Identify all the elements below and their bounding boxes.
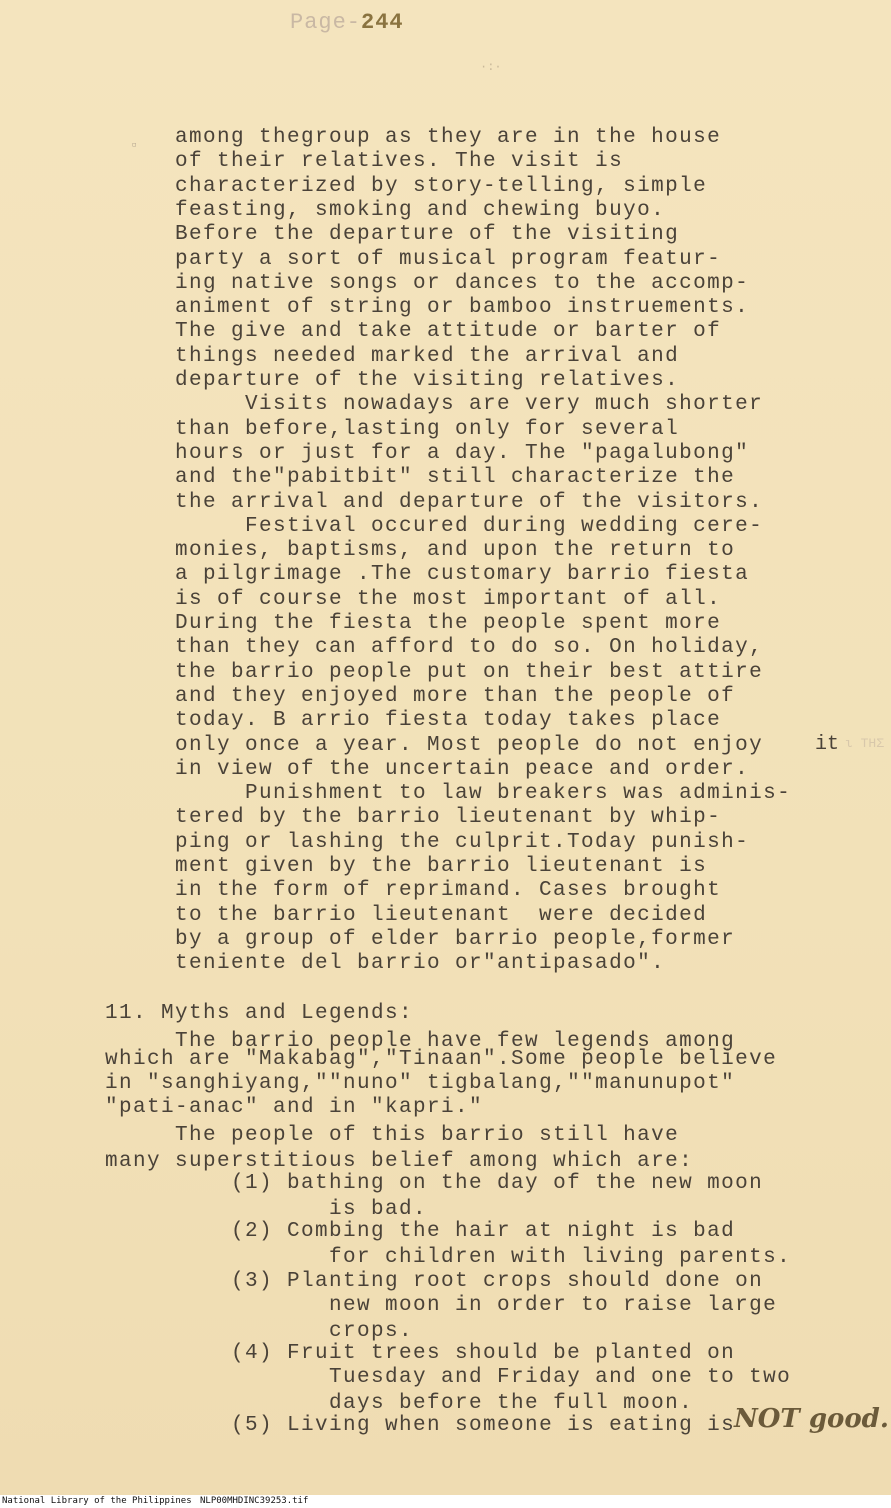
text-line: (2) Combing the hair at night is bad — [105, 1220, 736, 1243]
margin-note: it — [815, 733, 840, 756]
text-line: by a group of elder barrio people,former — [175, 927, 736, 951]
text-line: in view of the uncertain peace and order. — [175, 757, 750, 781]
text-line: Festival occured during wedding cere- — [175, 514, 764, 538]
text-line: monies, baptisms, and upon the return to — [175, 539, 736, 563]
section-heading: 11. Myths and Legends: — [105, 1002, 414, 1025]
text-line: of their relatives. The visit is — [175, 150, 624, 174]
text-line: Punishment to law breakers was adminis- — [175, 782, 792, 806]
text-line: The people of this barrio still have — [105, 1124, 680, 1147]
margin-bleed: ι ΤΗΣ — [845, 736, 885, 751]
handwritten-note: NOT good. — [734, 1404, 889, 1434]
text-line: animent of string or bamboo instruements. — [175, 296, 750, 320]
text-line: departure of the visiting relatives. — [175, 369, 680, 392]
text-line: (3) Planting root crops should done on — [105, 1270, 764, 1293]
text-line: is of course the most important of all. — [175, 587, 722, 611]
text-line: (1) bathing on the day of the new moon — [105, 1172, 764, 1195]
text-line: things needed marked the arrival and — [175, 344, 680, 368]
text-line: in the form of reprimand. Cases brought — [175, 879, 722, 903]
text-line: tered by the barrio lieutenant by whip- — [175, 806, 722, 830]
text-line: many superstitious belief among which are: — [105, 1150, 694, 1173]
text-line: today. B arrio fiesta today takes place — [175, 709, 722, 733]
text-line: ing native songs or dances to the accomp- — [175, 271, 750, 295]
text-line: Visits nowadays are very much shorter — [175, 393, 764, 417]
text-line: ping or lashing the culprit.Today punish- — [175, 830, 750, 854]
page-number: 244 — [361, 10, 404, 35]
text-line: hours or just for a day. The "pagalubong" — [175, 441, 750, 465]
text-line: party a sort of musical program featur- — [175, 247, 722, 271]
text-line: The give and take attitude or barter of — [175, 320, 722, 344]
text-line: is bad. — [105, 1198, 428, 1221]
scan-footer — [0, 1495, 891, 1508]
page-label: Page- — [290, 10, 362, 35]
footer-library: National Library of the Philippines — [2, 1496, 192, 1506]
text-line: a pilgrimage .The customary barrio fiesta — [175, 563, 750, 587]
margin-dot: ▫ — [130, 138, 139, 154]
text-line: only once a year. Most people do not enjoy — [175, 733, 764, 757]
text-line: than before,lasting only for several — [175, 417, 680, 441]
text-line: than they can afford to do so. On holiday, — [175, 636, 764, 660]
text-line: ment given by the barrio lieutenant is — [175, 855, 708, 878]
text-line: teniente del barrio or"antipasado". — [175, 952, 666, 976]
ink-smudge: ·:· — [480, 60, 502, 74]
text-line: and the"pabitbit" still characterize the — [175, 466, 736, 490]
text-line: The barrio people have few legends among — [105, 1030, 736, 1053]
text-line: and they enjoyed more than the people of — [175, 684, 736, 708]
text-line: new moon in order to raise large — [105, 1294, 778, 1317]
text-line: Before the departure of the visiting — [175, 223, 680, 247]
footer-filename: NLP00MHDINC39253.tif — [200, 1496, 309, 1506]
page-number-header — [290, 10, 404, 35]
text-line: crops. — [105, 1320, 414, 1343]
text-line: among thegroup as they are in the house — [175, 126, 722, 149]
text-line: which are "Makabag","Tinaan".Some people believe — [105, 1048, 778, 1071]
text-line: feasting, smoking and chewing buyo. — [175, 198, 666, 222]
text-line: the barrio people put on their best attire — [175, 660, 764, 684]
text-line: the arrival and departure of the visitors. — [175, 490, 764, 514]
text-line: (4) Fruit trees should be planted on — [105, 1342, 736, 1365]
text-line: (5) Living when someone is eating is — [105, 1414, 736, 1437]
text-line: characterized by story-telling, simple — [175, 174, 708, 198]
text-line: for children with living parents. — [105, 1246, 792, 1269]
text-line: "pati-anac" and in "kapri." — [105, 1096, 484, 1119]
text-line: During the fiesta the people spent more — [175, 612, 722, 635]
text-line: to the barrio lieutenant were decided — [175, 903, 708, 927]
text-line: in "sanghiyang,""nuno" tigbalang,""manunupot" — [105, 1072, 736, 1095]
text-line: days before the full moon. — [105, 1392, 694, 1415]
text-line: Tuesday and Friday and one to two — [105, 1366, 792, 1389]
